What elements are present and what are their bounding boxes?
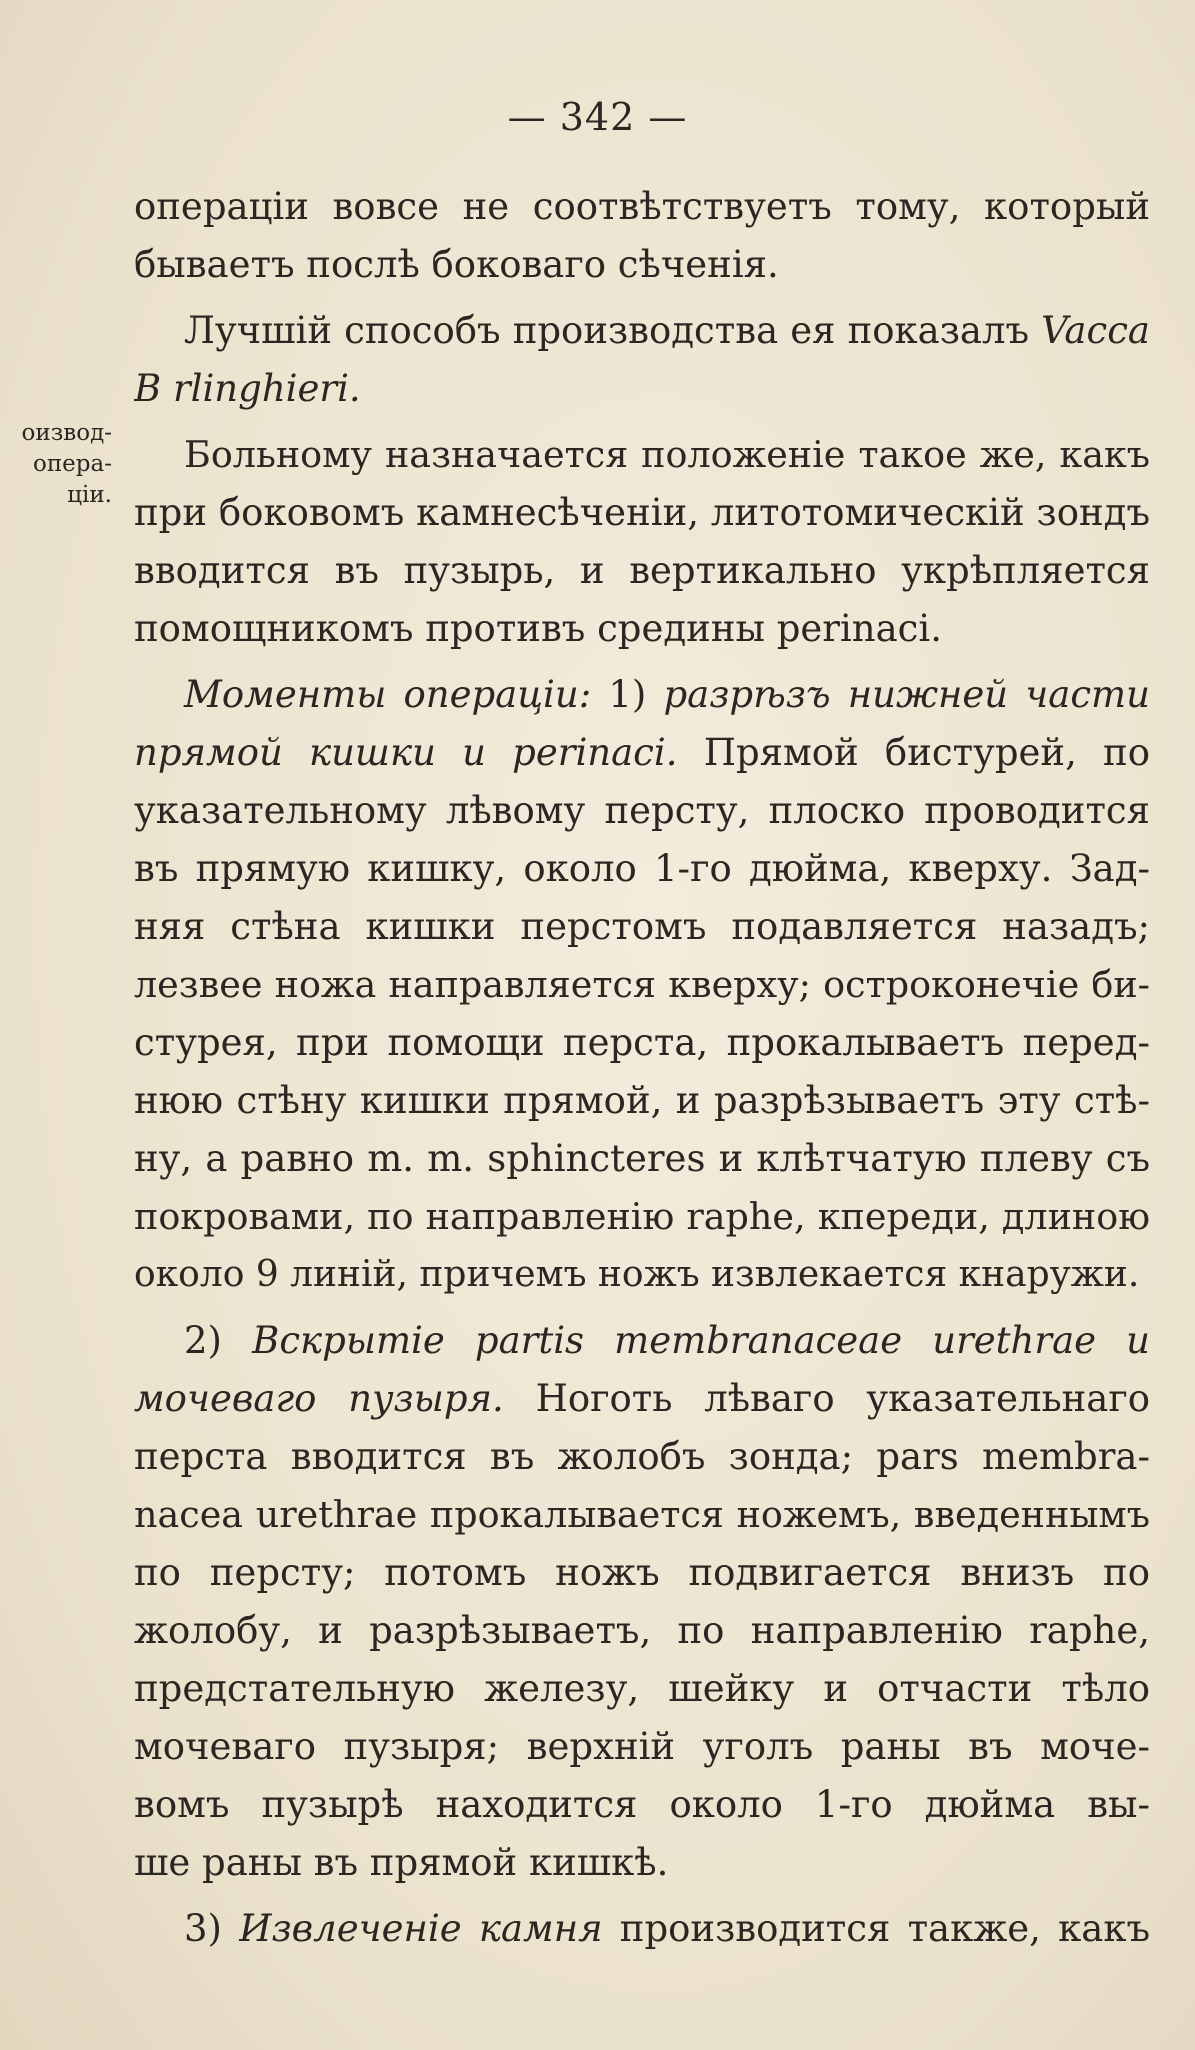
text-run: стурея, при помощи перста, прокалываетъ перед- xyxy=(134,1021,1150,1064)
text-line xyxy=(134,542,1150,600)
text-run: при боковомъ камнесѣченіи, литотомическій зондъ xyxy=(134,491,1150,534)
text-line xyxy=(134,1370,1150,1428)
text-run: указательному лѣвому персту, плоско проводится xyxy=(134,789,1150,832)
text-line xyxy=(134,1602,1150,1660)
text-line xyxy=(134,956,1150,1014)
margin-note-line: ціи. xyxy=(67,482,112,508)
text-run: Больному назначается положеніе такое же, какъ xyxy=(184,433,1150,476)
text-line xyxy=(134,1544,1150,1602)
text-line xyxy=(134,360,1150,418)
text-run: лезвее ножа направляется кверху; остроконечіе би- xyxy=(134,963,1150,1006)
text-run: вводится въ пузырь, и вертикально укрѣпляется xyxy=(134,549,1150,592)
text-line xyxy=(134,898,1150,956)
text-run: около 9 линій, причемъ ножъ извлекается кнаружи. xyxy=(134,1254,1140,1295)
text-line xyxy=(134,302,1150,360)
text-line xyxy=(134,1900,1150,1958)
text-line xyxy=(134,1072,1150,1130)
text-line xyxy=(134,1246,1150,1304)
text-run: покровами, по направленію raphe, кпереди, длиною xyxy=(134,1195,1150,1238)
text-line xyxy=(134,1312,1150,1370)
text-line xyxy=(134,484,1150,542)
text-run: бываетъ послѣ боковаго сѣченія. xyxy=(134,243,779,286)
italic-text: Извлеченіе камня xyxy=(239,1907,603,1950)
text-run: 2) xyxy=(184,1319,253,1362)
text-run: nacea urethrae прокалывается ножемъ, введеннымъ xyxy=(134,1493,1150,1536)
margin-note xyxy=(0,418,112,511)
text-line xyxy=(134,782,1150,840)
italic-text: Моменты операціи: xyxy=(184,673,609,716)
body-text xyxy=(134,178,1150,1958)
text-line xyxy=(134,1660,1150,1718)
text-run: операціи вовсе не соотвѣтствуетъ тому, который xyxy=(134,185,1150,228)
text-run: производится также, какъ xyxy=(602,1907,1150,1950)
italic-text: разрѣзъ нижней части xyxy=(663,673,1150,716)
text-line xyxy=(134,1014,1150,1072)
text-run: нюю стѣну кишки прямой, и разрѣзываетъ эту стѣ- xyxy=(134,1079,1150,1122)
text-line xyxy=(134,1834,1150,1892)
text-run: помощникомъ противъ средины perinaci. xyxy=(134,607,943,650)
italic-text: B rlinghieri. xyxy=(134,367,361,410)
text-line xyxy=(134,600,1150,658)
margin-note-line: оизвод- xyxy=(21,420,112,446)
italic-text: Вскрытіе partis membranaceae urethrae и xyxy=(252,1319,1150,1362)
text-run: 1) xyxy=(608,673,664,716)
text-run: предстательную железу, шейку и отчасти тѣло xyxy=(134,1667,1150,1710)
margin-note-line: опера- xyxy=(33,451,112,477)
text-run: Лучшій способъ производства ея показалъ xyxy=(184,309,1042,352)
text-line xyxy=(134,1428,1150,1486)
text-run: вомъ пузырѣ находится около 1-го дюйма вы- xyxy=(134,1783,1150,1826)
text-run: Ноготь лѣваго указательнаго xyxy=(503,1377,1150,1420)
text-line xyxy=(134,1188,1150,1246)
text-line xyxy=(134,840,1150,898)
italic-text: Vacca xyxy=(1041,309,1150,352)
text-line xyxy=(134,724,1150,782)
text-line xyxy=(134,426,1150,484)
text-line xyxy=(134,178,1150,236)
text-line xyxy=(134,1130,1150,1188)
text-line xyxy=(134,1776,1150,1834)
text-line xyxy=(134,1486,1150,1544)
text-run: Прямой бистурей, по xyxy=(677,731,1150,774)
italic-text: мочеваго пузыря. xyxy=(134,1377,504,1420)
text-run: 3) xyxy=(184,1907,240,1950)
text-run: перста вводится въ жолобъ зонда; pars membra- xyxy=(134,1435,1150,1478)
page-number: — 342 — xyxy=(507,95,688,139)
italic-text: прямой кишки и perinaci. xyxy=(134,731,678,774)
text-run: жолобу, и разрѣзываетъ, по направленію raphe, xyxy=(134,1609,1150,1652)
text-run: по персту; потомъ ножъ подвигается внизъ по xyxy=(134,1551,1150,1594)
text-line xyxy=(134,666,1150,724)
text-line xyxy=(134,1718,1150,1776)
text-run: ше раны въ прямой кишкѣ. xyxy=(134,1841,669,1884)
text-run: ну, а равно m. m. sphincteres и клѣтчатую плеву съ xyxy=(134,1137,1150,1180)
text-run: мочеваго пузыря; верхній уголъ раны въ моче- xyxy=(134,1725,1150,1768)
text-run: няя стѣна кишки перстомъ подавляется назадъ; xyxy=(134,905,1150,948)
text-line xyxy=(134,236,1150,294)
text-run: въ прямую кишку, около 1-го дюйма, кверху. Зад- xyxy=(134,847,1150,890)
